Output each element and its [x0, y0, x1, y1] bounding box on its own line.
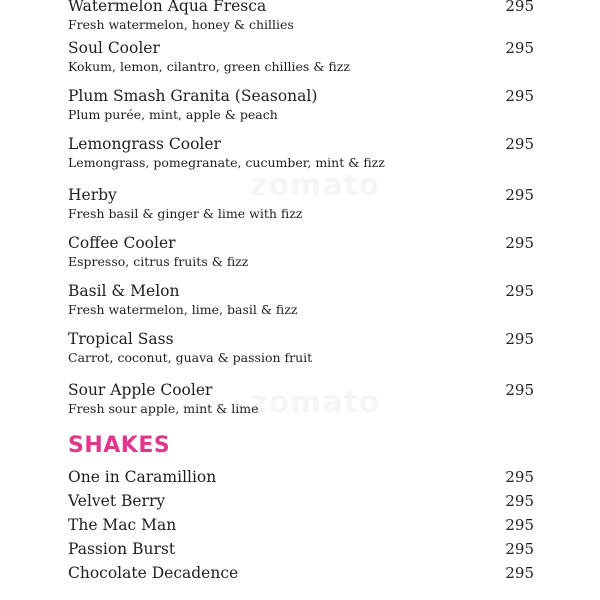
item-price: 295 [505, 381, 534, 399]
item-name: Velvet Berry [68, 492, 166, 510]
menu-item [68, 468, 536, 486]
menu-item [68, 39, 536, 74]
item-description: Carrot, coconut, guava & passion fruit [68, 350, 313, 365]
item-name: Tropical Sass [68, 330, 174, 348]
item-name: Lemongrass Cooler [68, 135, 221, 153]
item-price: 295 [505, 135, 534, 153]
menu-item [68, 492, 536, 510]
item-name: Sour Apple Cooler [68, 381, 213, 399]
item-name: Plum Smash Granita (Seasonal) [68, 87, 318, 105]
watermark-logo: zomato [250, 168, 381, 203]
item-name: Basil & Melon [68, 282, 180, 300]
item-price: 295 [505, 186, 534, 204]
menu-item [68, 87, 536, 122]
item-description: Fresh sour apple, mint & lime [68, 401, 259, 416]
item-description: Fresh watermelon, lime, basil & fizz [68, 302, 298, 317]
item-description: Fresh watermelon, honey & chillies [68, 17, 294, 32]
item-name: Watermelon Aqua Fresca [68, 0, 267, 15]
watermark-logo: zomato [250, 385, 381, 420]
item-description: Lemongrass, pomegranate, cucumber, mint & fizz [68, 155, 385, 170]
menu-item [68, 540, 536, 558]
item-price: 295 [505, 87, 534, 105]
item-description: Espresso, citrus fruits & fizz [68, 254, 249, 269]
item-description: Plum purée, mint, apple & peach [68, 107, 278, 122]
item-price: 295 [505, 39, 534, 57]
item-name: Passion Burst [68, 540, 176, 558]
item-description: Fresh basil & ginger & lime with fizz [68, 206, 303, 221]
menu-item [68, 516, 536, 534]
item-price: 295 [505, 516, 534, 534]
item-price: 295 [505, 330, 534, 348]
item-price: 295 [505, 492, 534, 510]
item-name: The Mac Man [68, 516, 177, 534]
item-price: 295 [505, 468, 534, 486]
item-price: 295 [505, 282, 534, 300]
item-price: 295 [505, 0, 534, 15]
item-price: 295 [505, 564, 534, 582]
item-name: One in Caramillion [68, 468, 217, 486]
menu-item [68, 234, 536, 269]
item-price: 295 [505, 540, 534, 558]
menu-item [68, 135, 536, 170]
menu-item [68, 282, 536, 317]
menu-item [68, 564, 536, 582]
menu-item [68, 0, 536, 32]
item-description: Kokum, lemon, cilantro, green chillies & fizz [68, 59, 350, 74]
menu-item [68, 330, 536, 365]
item-price: 295 [505, 234, 534, 252]
item-name: Chocolate Decadence [68, 564, 239, 582]
item-name: Herby [68, 186, 117, 204]
menu-item [68, 186, 536, 221]
item-name: Coffee Cooler [68, 234, 176, 252]
section-title-shakes: SHAKES [68, 433, 171, 458]
item-name: Soul Cooler [68, 39, 160, 57]
menu-item [68, 381, 536, 416]
